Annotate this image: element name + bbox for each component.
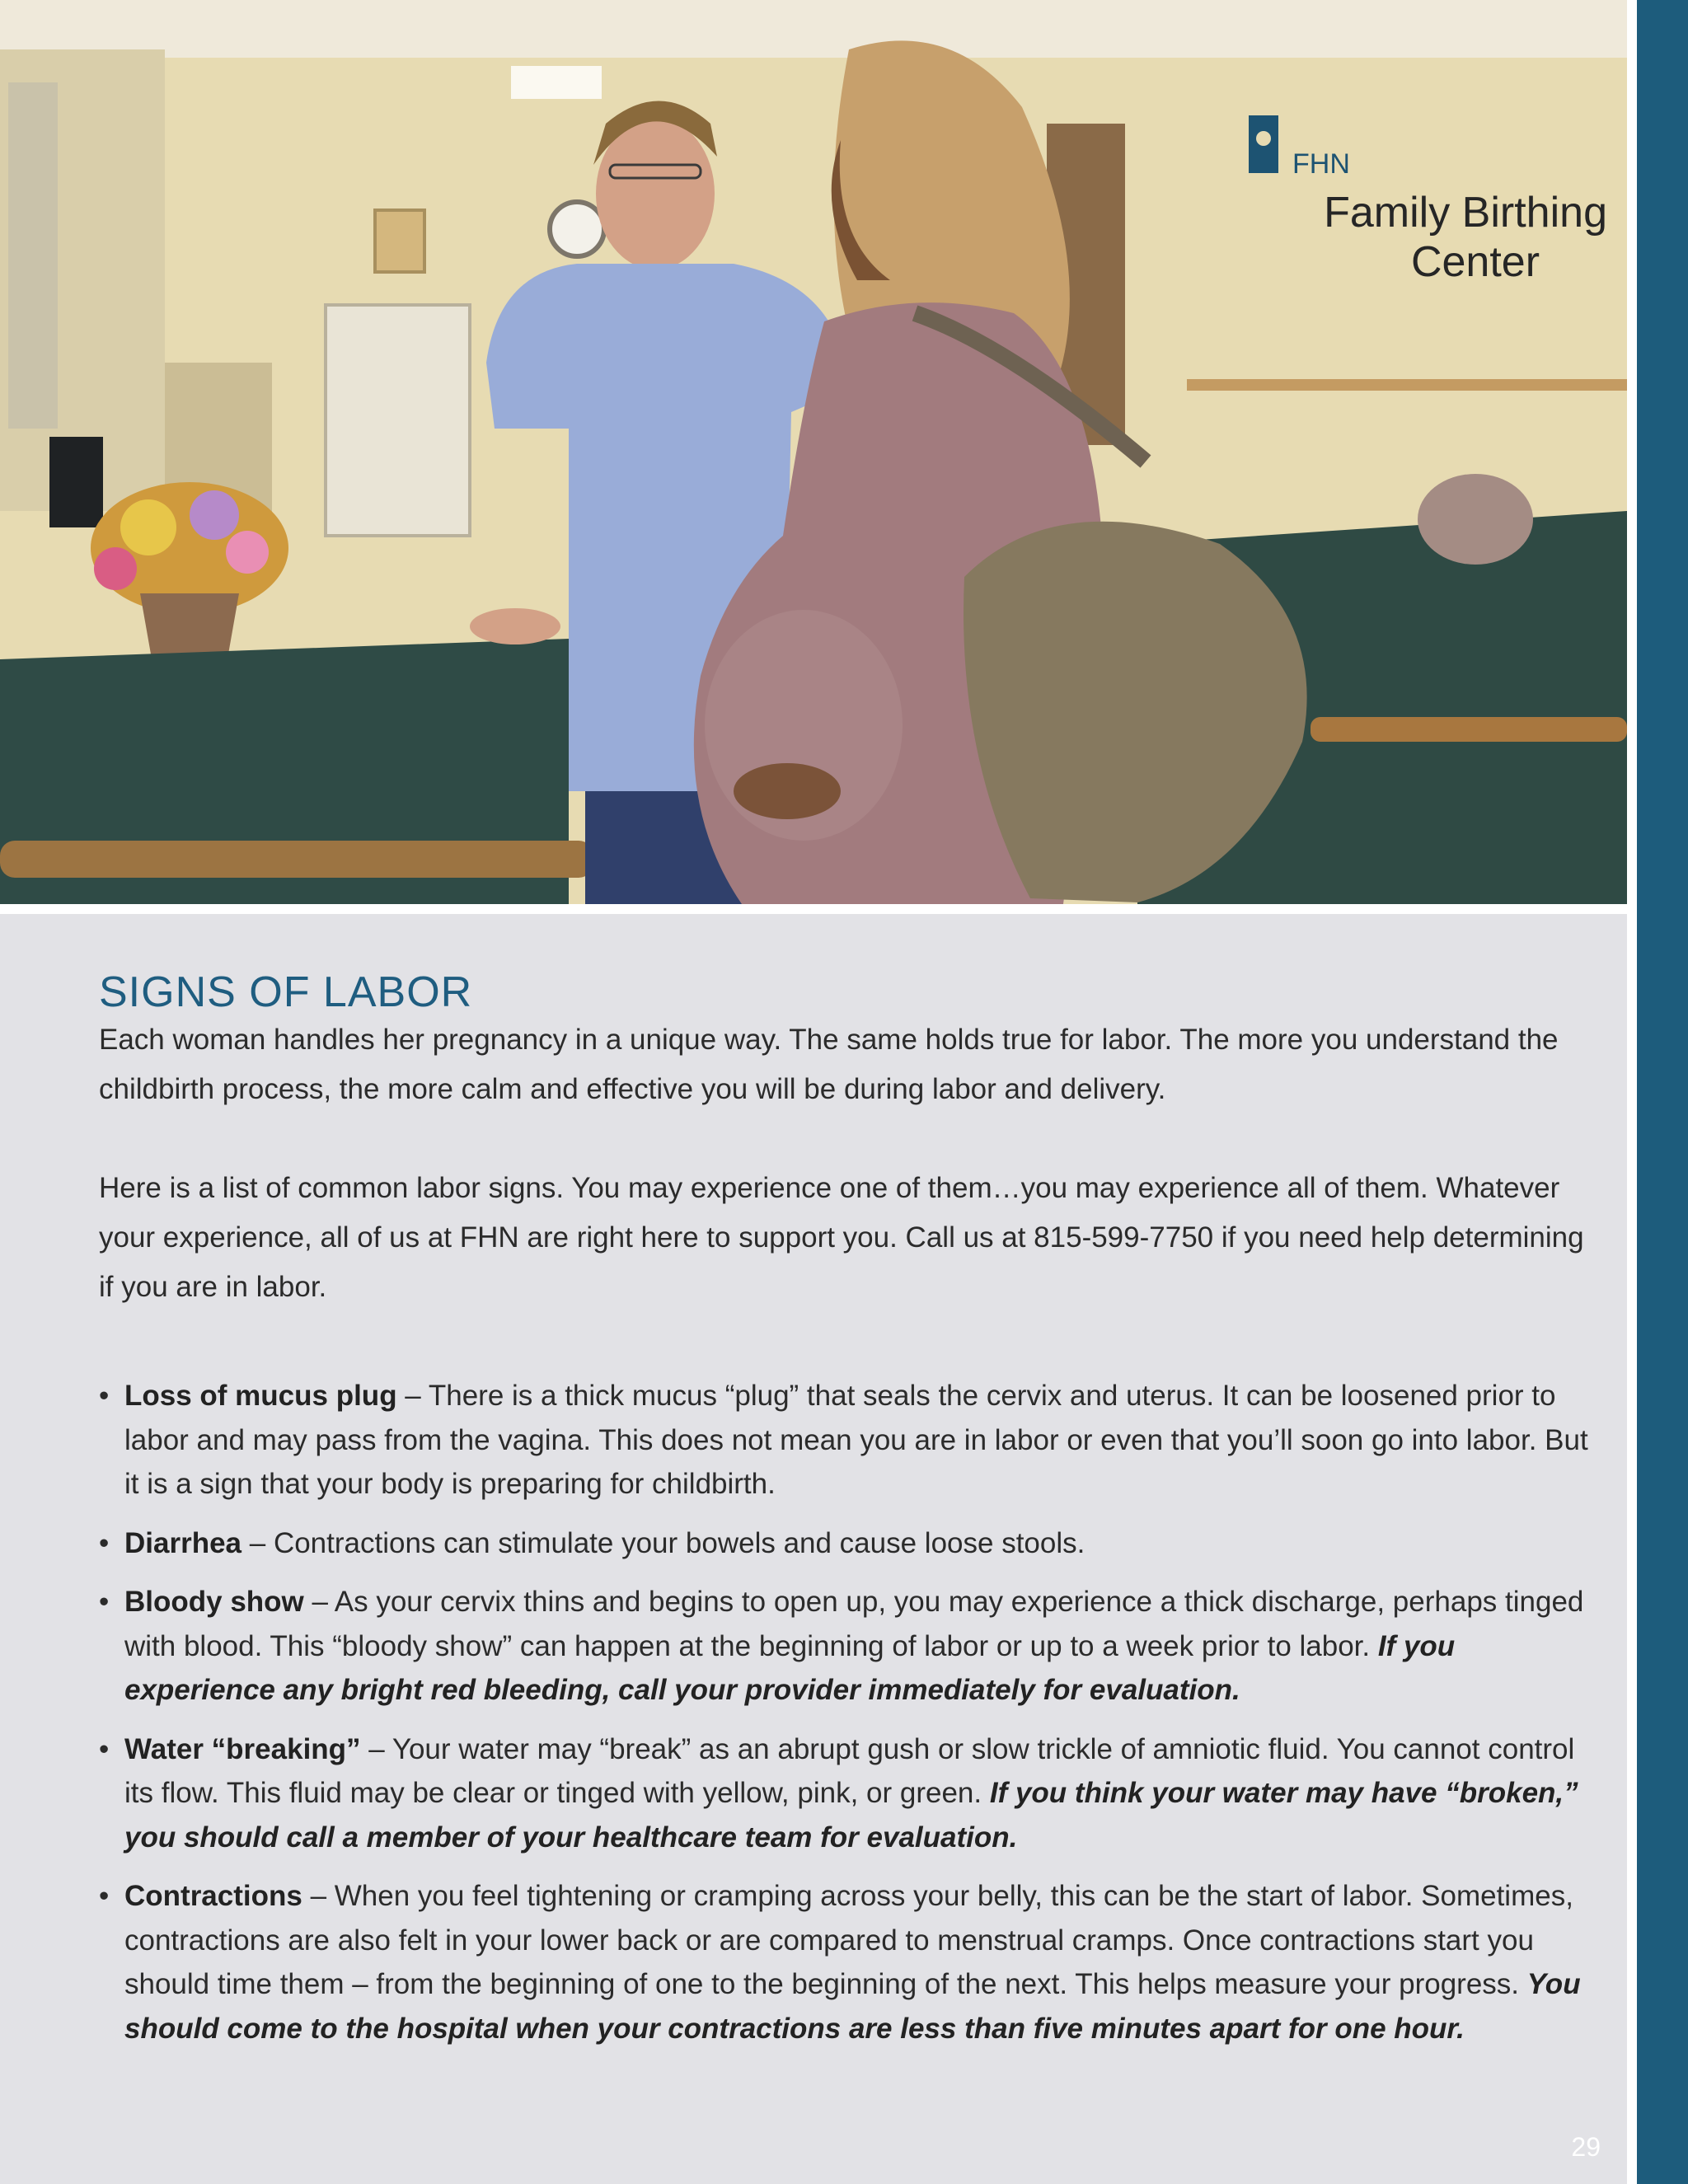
bullet-icon: • [99,1380,110,1412]
sign-emphasis: You should come to the hospital when your contractions are less than five minutes apart for one hour. [124,1968,1581,2045]
section-title: SIGNS OF LABOR [99,968,473,1016]
sign-term: Water “breaking” [124,1732,361,1765]
sign-text: – When you feel tightening or cramping across your belly, this can be the start of labor. Sometimes, contractions are also felt in your lower back or are compared to menstrual cramps. Once contractions start you should time them – from the beginning of one to the beginning of the next. This helps measure your progress. [124,1880,1573,2000]
sign-brand-text: FHN [1292,148,1350,180]
sign-line-2-text: Center [1410,238,1540,286]
bullet-icon: • [99,1732,110,1765]
list-item [99,1580,1599,1713]
page-number: 29 [1571,2132,1601,2162]
labor-signs-list [99,1374,1599,2065]
sign-term: Contractions [124,1880,302,1912]
bullet-icon: • [99,1880,110,1912]
sign-text: – There is a thick mucus “plug” that seals the cervix and uterus. It can be loosened prior to labor and may pass from the vagina. This does not mean you are in labor or even that you’ll soon go into labor. But it is a sign that your body is preparing for childbirth. [124,1380,1588,1500]
sign-term: Diarrhea [124,1526,242,1559]
hero-photo [0,0,1627,904]
sign-text: – Your water may “break” as an abrupt gush or slow trickle of amniotic fluid. You cannot control its flow. This fluid may be clear or tinged with yellow, pink, or green. [124,1732,1575,1809]
list-intro-paragraph: Here is a list of common labor signs. You may experience one of them…you may experience all of them. Whatever your experience, all of us at FHN are right here to support you. Call us at 815-599-7750 if you need help determining if you are in labor. [99,1172,1584,1303]
sign-line-1-text: Family Birthing [1324,189,1607,237]
intro-paragraph: Each woman handles her pregnancy in a unique way. The same holds true for labor. The more you understand the childbirth process, the more calm and effective you will be during labor and delivery. [99,1024,1559,1105]
list-item [99,1374,1599,1507]
bullet-icon: • [99,1526,110,1559]
sign-emphasis: If you think your water may have “broken,” you should call a member of your healthcare team for evaluation. [124,1777,1578,1854]
sign-term: Loss of mucus plug [124,1380,397,1412]
side-color-band [1637,0,1688,2184]
bullet-icon: • [99,1586,110,1618]
sign-emphasis: If you experience any bright red bleeding, call your provider immediately for evaluation. [124,1629,1456,1706]
list-item [99,1727,1599,1860]
sign-text: – Contractions can stimulate your bowels and cause loose stools. [241,1526,1085,1559]
sign-text: – As your cervix thins and begins to open up, you may experience a thick discharge, perhaps tinged with blood. This “bloody show” can happen at the beginning of labor or up to a week prior to labor. [124,1586,1584,1662]
sign-term: Bloody show [124,1586,304,1618]
content-panel [0,914,1627,2184]
list-item [99,1521,1599,1566]
list-item [99,1874,1599,2050]
